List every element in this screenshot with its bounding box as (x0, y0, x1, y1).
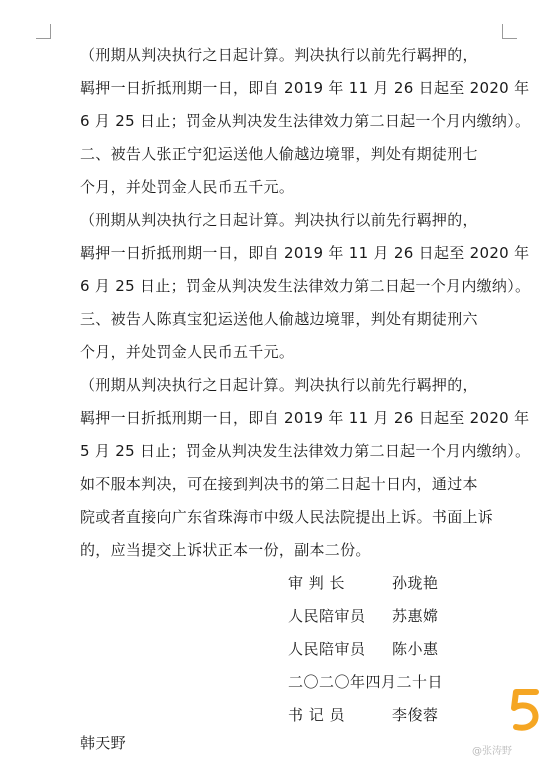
text-line: 个月，并处罚金人民币五千元。 (80, 343, 295, 361)
text-line: 6 月 25 日止；罚金从判决发生法律效力第二日起一个月内缴纳）。 (80, 112, 531, 130)
text-line: 羁押一日折抵刑期一日，即自 2019 年 11 月 26 日起至 2020 年 (80, 409, 530, 427)
judgment-date: 二〇二〇年四月二十日 (288, 673, 444, 691)
signature-title: 人民陪审员 (288, 640, 366, 658)
text-line: 羁押一日折抵刑期一日，即自 2019 年 11 月 26 日起至 2020 年 (80, 244, 530, 262)
signature-name: 陈小惠 (392, 640, 439, 658)
signature-name: 李俊蓉 (392, 706, 439, 724)
text-line: 院或者直接向广东省珠海市中级人民法院提出上诉。书面上诉 (80, 508, 494, 526)
crop-mark-top-left (36, 24, 51, 39)
text-line: 的，应当提交上诉状正本一份，副本二份。 (80, 541, 371, 559)
signature-title: 审 判 长 (288, 574, 346, 592)
crop-mark-top-right (502, 24, 517, 39)
number-five-logo-icon (506, 686, 542, 734)
text-line: （刑期从判决执行之日起计算。判决执行以前先行羁押的， (80, 376, 478, 394)
signature-title: 人民陪审员 (288, 607, 366, 625)
text-line: 6 月 25 日止；罚金从判决发生法律效力第二日起一个月内缴纳）。 (80, 277, 531, 295)
text-line: 二、被告人张正宁犯运送他人偷越边境罪，判处有期徒刑七 (80, 145, 478, 163)
text-line: 羁押一日折抵刑期一日，即自 2019 年 11 月 26 日起至 2020 年 (80, 79, 530, 97)
watermark: @张涛野 (472, 746, 512, 757)
text-line: 三、被告人陈真宝犯运送他人偷越边境罪，判处有期徒刑六 (80, 310, 478, 328)
text-line: （刑期从判决执行之日起计算。判决执行以前先行羁押的， (80, 46, 478, 64)
text-line: 如不服本判决，可在接到判决书的第二日起十日内，通过本 (80, 475, 478, 493)
signature-name: 孙珑艳 (392, 574, 439, 592)
signature-title: 书 记 员 (288, 706, 346, 724)
text-line: 个月，并处罚金人民币五千元。 (80, 178, 295, 196)
text-line: 5 月 25 日止；罚金从判决发生法律效力第二日起一个月内缴纳）。 (80, 442, 531, 460)
text-line: （刑期从判决执行之日起计算。判决执行以前先行羁押的， (80, 211, 478, 229)
footer-name: 韩天野 (80, 734, 126, 752)
signature-name: 苏惠嫦 (392, 607, 439, 625)
